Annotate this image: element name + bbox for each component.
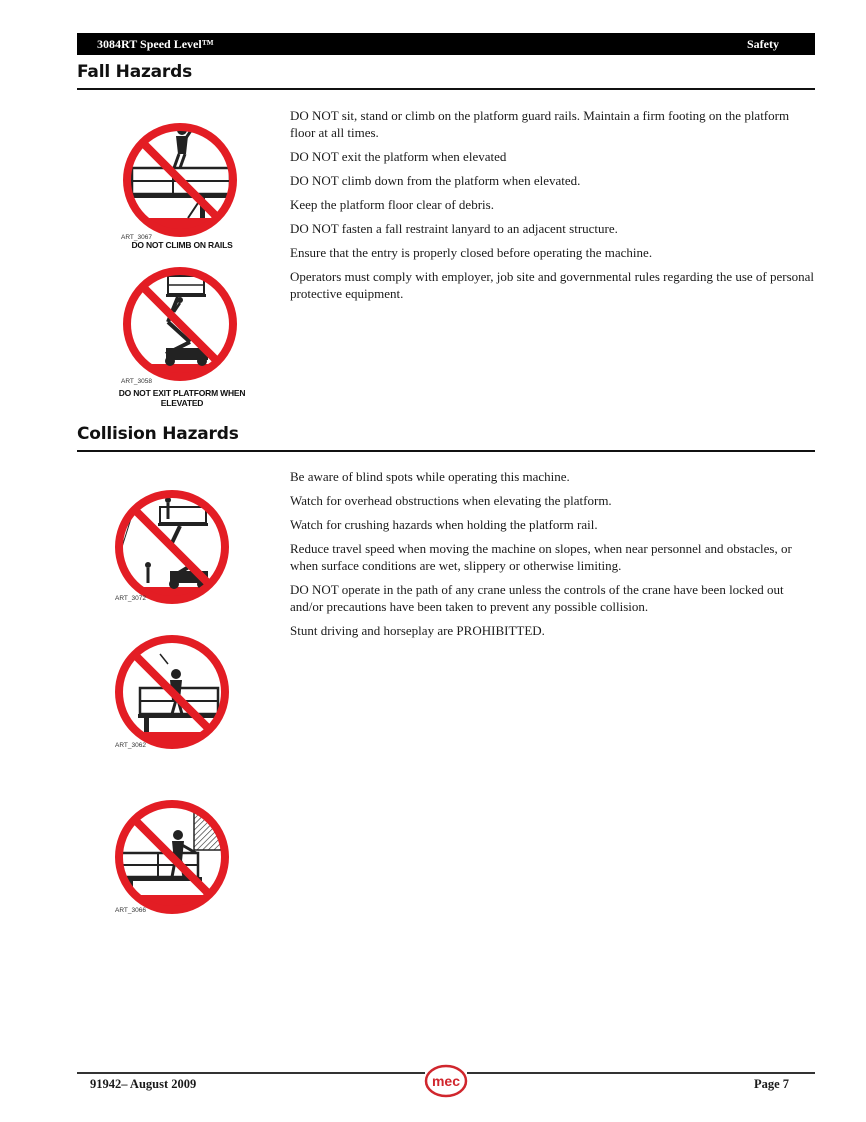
page-number: Page 7 [753, 1077, 789, 1091]
section-divider [77, 450, 815, 452]
rail-crushing-hazard-icon [110, 795, 234, 919]
art-number: ART_3067 [121, 234, 152, 241]
blind-spot-overhead-icon [110, 485, 234, 609]
paragraph: DO NOT sit, stand or climb on the platform guard rails. Maintain a firm footing on the platform floor at all times. [290, 108, 790, 140]
paragraph: Reduce travel speed when moving the machine on slopes, when near personnel and obstacles, or when surface conditions are wet, slippery or otherwise limiting. [290, 541, 792, 573]
collision-hazards-title: Collision Hazards [77, 424, 239, 444]
caption-line: DO NOT EXIT PLATFORM WHEN [118, 388, 246, 398]
paragraph: Keep the platform floor clear of debris. [290, 197, 494, 212]
collision-hazards-text [290, 468, 815, 646]
image-caption: DO NOT CLIMB ON RAILS [131, 240, 233, 250]
paragraph: DO NOT operate in the path of any crane unless the controls of the crane have been locked out and/or precautions have been taken to prevent any possible collision. [290, 582, 784, 614]
paragraph: Be aware of blind spots while operating this machine. [290, 469, 570, 484]
paragraph: Watch for crushing hazards when holding the platform rail. [290, 517, 598, 532]
paragraph: Operators must comply with employer, job site and governmental rules regarding the use of personal protective equipment. [290, 269, 815, 301]
caption-line: ELEVATED [160, 398, 204, 408]
paragraph: DO NOT fasten a fall restraint lanyard to an adjacent structure. [290, 221, 618, 236]
paragraph: DO NOT exit the platform when elevated [290, 149, 507, 164]
paragraph: Ensure that the entry is properly closed before operating the machine. [290, 245, 653, 260]
overhead-crushing-hazard-icon [110, 630, 234, 754]
footer-divider [467, 1072, 815, 1074]
art-number: ART_3066 [115, 907, 146, 914]
section-divider [77, 88, 815, 90]
header-bar [77, 33, 815, 55]
section-label: Safety [747, 37, 779, 51]
document-title: 3084RT Speed Level™ [97, 37, 214, 51]
art-number: ART_3072 [115, 595, 146, 602]
image-caption [102, 388, 262, 408]
no-exit-elevated-platform-icon [118, 262, 242, 386]
art-number: ART_3058 [121, 378, 152, 385]
fall-hazards-title: Fall Hazards [77, 62, 192, 82]
fall-hazards-text [290, 107, 815, 309]
paragraph: Watch for overhead obstructions when elevating the platform. [290, 493, 612, 508]
footer-divider [77, 1072, 425, 1074]
paragraph: DO NOT climb down from the platform when elevated. [290, 173, 581, 188]
paragraph: Stunt driving and horseplay are PROHIBITTED. [290, 623, 545, 638]
logo-text: mec [431, 1073, 461, 1089]
art-number: ART_3062 [115, 742, 146, 749]
mec-logo [424, 1064, 468, 1098]
no-climbing-rails-icon [118, 118, 242, 242]
document-number-date: 91942– August 2009 [90, 1077, 197, 1091]
